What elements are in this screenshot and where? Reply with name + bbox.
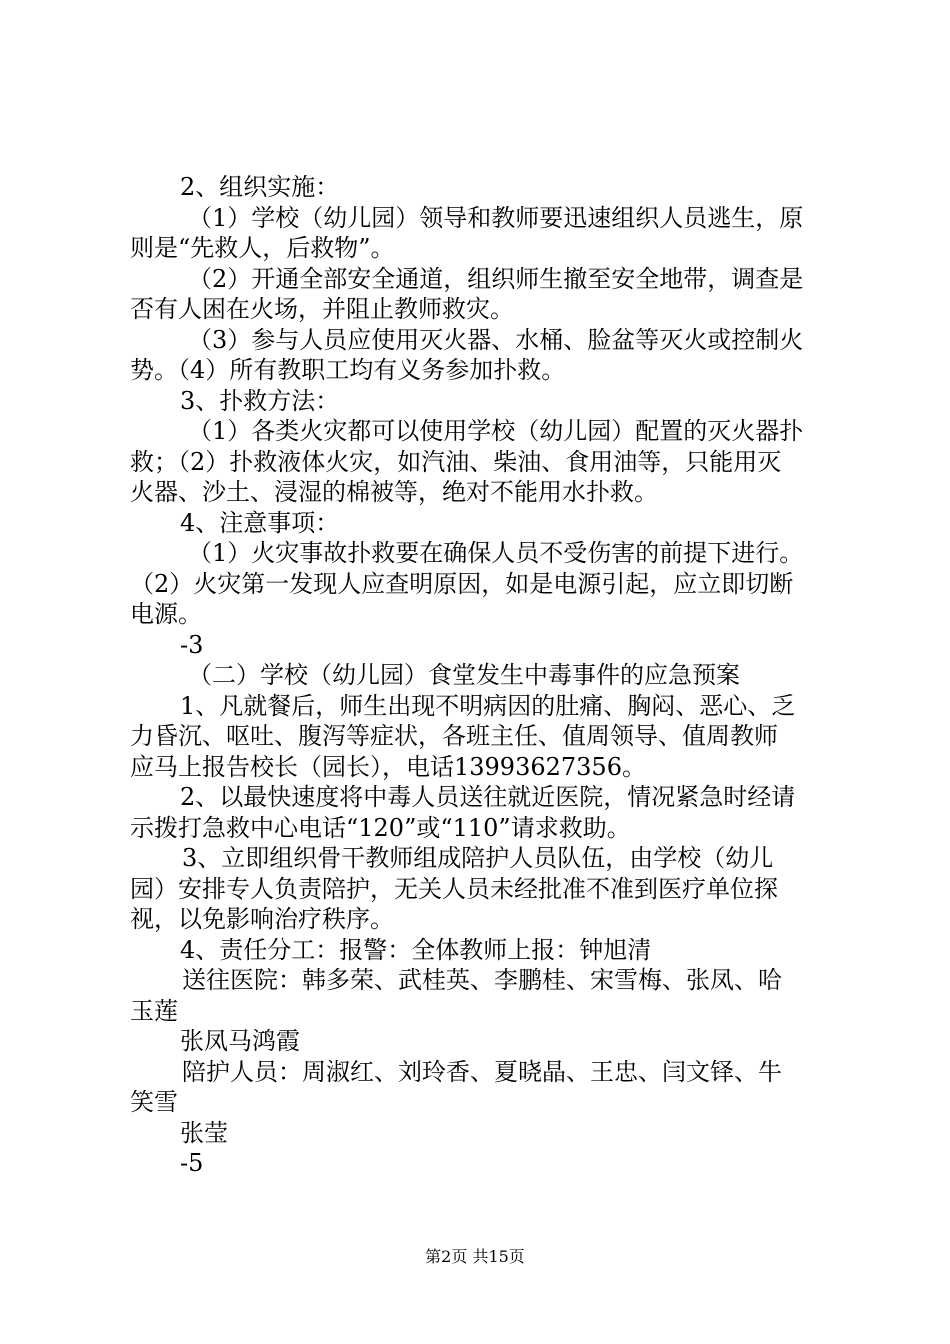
text-line: 3、立即组织骨干教师组成陪护人员队伍，由学校（幼儿 [182,844,774,872]
text-line: 3、扑救方法： [180,386,340,415]
text-line: 救；（2）扑救液体火灾，如汽油、柴油、食用油等，只能用灭 [130,447,782,476]
text-line: 4、注意事项： [180,508,340,537]
text-line: （1）学校（幼儿园）领导和教师要迅速组织人员逃生，原 [188,203,804,232]
text-line: 笑雪 [130,1088,178,1116]
text-line: 否有人困在火场，并阻止教师救灾。 [130,295,514,323]
text-line: 陪护人员：周淑红、刘玲香、夏晓晶、王忠、闫文铎、牛 [182,1057,782,1086]
text-line: （1）各类火灾都可以使用学校（幼儿园）配置的灭火器扑 [188,417,804,445]
text-line: 力昏沉、呕吐、腹泻等症状，各班主任、值周领导、值周教师 [130,722,778,750]
text-line: 2、以最快速度将中毒人员送往就近医院，情况紧急时经请 [180,783,796,811]
document-body [130,172,835,1179]
text-line: 则是“先救人，后救物”。 [130,234,395,262]
text-line: 应马上报告校长（园长），电话13993627356。 [130,752,646,781]
text-line: 示拨打急救中心电话“120”或“110”请求救助。 [130,813,631,842]
text-line: 4、责任分工：报警：全体教师上报：钟旭清 [180,935,652,964]
text-line: （3）参与人员应使用灭火器、水桶、脸盆等灭火或控制火 [188,325,804,354]
text-line: -3 [180,630,204,659]
text-line: 玉莲 [130,996,178,1025]
text-line: 电源。 [130,600,202,628]
text-line: 张凤马鸿霞 [180,1027,300,1055]
text-line: （1）火灾事故扑救要在确保人员不受伤害的前提下进行。 [188,539,804,567]
text-line: 火器、沙土、浸湿的棉被等，绝对不能用水扑救。 [130,478,658,506]
text-line: 送往医院：韩多荣、武桂英、李鹏桂、宋雪梅、张凤、哈 [182,966,782,994]
text-line: 2、组织实施： [180,173,340,201]
text-line: 1、凡就餐后，师生出现不明病因的肚痛、胸闷、恶心、乏 [180,691,796,720]
text-line: 张莹 [180,1118,228,1147]
text-line: （二）学校（幼儿园）食堂发生中毒事件的应急预案 [188,661,740,689]
text-line: （2）开通全部安全通道，组织师生撤至安全地带，调查是 [188,264,804,293]
text-line: 园）安排专人负责陪护，无关人员未经批准不准到医疗单位探 [130,874,778,903]
text-line: 势。（4）所有教职工均有义务参加扑救。 [130,356,566,384]
text-line: （2）火灾第一发现人应查明原因，如是电源引起，应立即切断 [130,569,794,598]
text-line: 视，以免影响治疗秩序。 [130,905,394,933]
text-line: -5 [180,1149,204,1177]
page-footer: 第2页 共15页 [425,1247,525,1266]
